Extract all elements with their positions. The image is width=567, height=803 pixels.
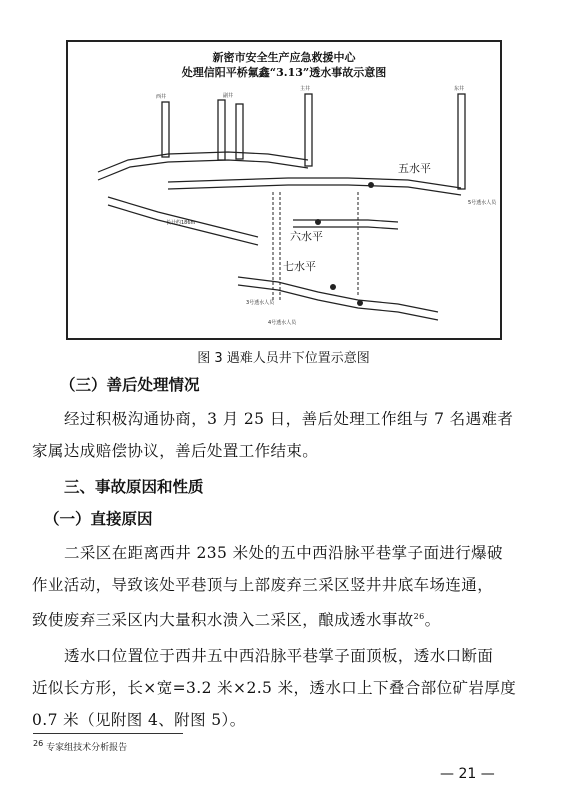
page-number: — 21 — (440, 766, 495, 782)
para-2-line1: 二采区在距离西井 235 米处的五中西沿脉平巷掌子面进行爆破 (64, 544, 503, 562)
footnote (33, 739, 127, 753)
para-1-line1: 经过积极沟通协商，3 月 25 日，善后处理工作组与 7 名遇难者 (64, 410, 514, 428)
footnote-number: 26 (33, 739, 44, 748)
section-heading-sub1: （一）直接原因 (44, 510, 153, 528)
roadway-level7 (238, 277, 438, 312)
section-heading-3: （三）善后处理情况 (60, 376, 200, 394)
figure-title-line1: 新密市安全生产应急救援中心 (212, 51, 356, 64)
shaft-2 (218, 100, 225, 160)
label-length: 长计约186m (166, 220, 196, 226)
shaft-east (458, 94, 465, 189)
label-survivor-4: 4号透水人员 (268, 320, 297, 326)
roadway-level5-b (168, 185, 461, 195)
roadway-upper (98, 152, 308, 172)
para-2-line3 (32, 601, 441, 636)
marker-survivor-5 (368, 182, 374, 188)
label-level5: 五水平 (398, 162, 431, 175)
label-survivor-3: 3号透水人员 (246, 300, 275, 306)
para-2-line2: 作业活动，导致该处平巷顶与上部废弃三采区竖井井底车场连通， (32, 576, 494, 594)
mine-map (68, 42, 500, 338)
roadway-level6-b (293, 227, 398, 229)
section-heading-main: 三、事故原因和性质 (64, 478, 204, 496)
figure-title-line2: 处理信阳平桥氟鑫“3.13”透水事故示意图 (181, 66, 387, 79)
label-main-shaft: 东井 (454, 86, 465, 92)
para-2-line3-text: 致使废弃三采区内大量积水溃入二采区，酿成透水事故 (32, 611, 414, 630)
label-survivor-5: 5号透水人员 (468, 200, 497, 206)
label-level6: 六水平 (290, 230, 323, 243)
footnote-text: 专家组技术分析报告 (46, 743, 128, 753)
figure-frame (66, 40, 502, 340)
shaft-west (162, 102, 169, 157)
figure-caption: 图 3 遇难人员井下位置示意图 (197, 351, 370, 366)
para-3-line2: 近似长方形，长×宽=3.2 米×2.5 米，透水口上下叠合部位矿岩厚度 (32, 679, 517, 697)
footnote-divider (33, 733, 183, 734)
shaft-3 (236, 104, 243, 159)
roadway-level6 (293, 220, 398, 222)
para-2-end: 。 (424, 611, 441, 630)
shaft-main (305, 94, 312, 166)
incline-left (108, 197, 258, 237)
footnote-ref-26[interactable]: 26 (413, 612, 425, 621)
marker-survivor-3 (330, 284, 336, 290)
label-shaft-w: 副井 (223, 93, 234, 99)
marker-level6 (315, 219, 321, 225)
para-3-line3: 0.7 米（见附图 4、附图 5）。 (32, 711, 246, 729)
para-3-line1: 透水口位置位于西井五中西沿脉平巷掌子面顶板，透水口断面 (64, 647, 494, 665)
para-1-line2: 家属达成赔偿协议，善后处置工作结束。 (32, 442, 319, 460)
marker-survivor-4 (357, 300, 363, 306)
label-level7: 七水平 (283, 260, 316, 273)
label-xijing: 西井 (156, 94, 167, 100)
roadway-level5 (168, 178, 461, 188)
roadway-upper-2 (98, 160, 308, 180)
label-shaft-e: 主井 (300, 86, 311, 92)
